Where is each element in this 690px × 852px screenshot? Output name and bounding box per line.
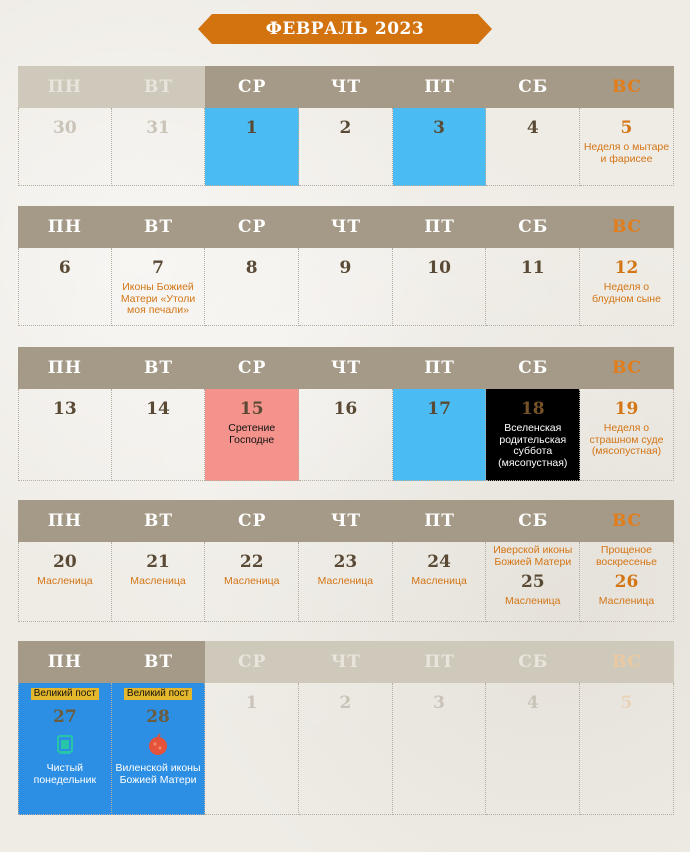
day-cell[interactable] — [18, 389, 112, 481]
day-number: 11 — [520, 258, 545, 278]
fast-badge: Великий пост — [124, 688, 192, 700]
day-note: Масленица — [598, 595, 655, 607]
days-row — [18, 248, 674, 326]
day-cell[interactable] — [580, 248, 674, 326]
weekday-wed: СР — [205, 500, 299, 542]
weekday-sat: СБ — [486, 206, 580, 248]
weekday-wed: СР — [205, 206, 299, 248]
weekday-wed: СР — [205, 347, 299, 389]
day-number: 1 — [245, 693, 258, 713]
day-number: 24 — [427, 552, 451, 572]
day-number: 13 — [53, 399, 77, 419]
weekday-thu: ЧТ — [299, 206, 393, 248]
day-cell[interactable] — [486, 389, 580, 481]
day-note: Виленской иконы Божией Матери — [115, 762, 201, 786]
days-row — [18, 108, 674, 186]
day-number: 6 — [58, 258, 71, 278]
day-cell[interactable] — [486, 542, 580, 622]
day-cell[interactable] — [112, 542, 206, 622]
day-number: 8 — [245, 258, 258, 278]
day-number: 27 — [53, 707, 77, 727]
day-cell[interactable] — [580, 542, 674, 622]
weekday-sun: ВС — [580, 641, 674, 683]
weekday-fri: ПТ — [393, 347, 487, 389]
weekday-fri: ПТ — [393, 206, 487, 248]
weekday-tue: ВТ — [112, 500, 206, 542]
weekday-mon: ПН — [18, 206, 112, 248]
weekday-thu: ЧТ — [299, 66, 393, 108]
weekday-fri: ПТ — [393, 641, 487, 683]
weekday-fri: ПТ — [393, 500, 487, 542]
day-note: Масленица — [317, 575, 374, 587]
weekday-mon: ПН — [18, 347, 112, 389]
weekday-sat: СБ — [486, 66, 580, 108]
day-cell[interactable] — [486, 248, 580, 326]
days-row — [18, 683, 674, 815]
day-note: Неделя о страшном суде (мясопустная) — [589, 422, 664, 457]
week-4 — [18, 500, 674, 622]
day-number: 17 — [427, 399, 451, 419]
day-cell[interactable] — [580, 389, 674, 481]
day-number: 7 — [152, 258, 164, 278]
weekday-tue: ВТ — [112, 347, 206, 389]
day-cell[interactable] — [580, 683, 674, 815]
fast-badge: Великий пост — [31, 688, 99, 700]
day-cell[interactable] — [299, 248, 393, 326]
week-5 — [18, 641, 674, 815]
day-note: Неделя о мытаре и фарисее — [583, 141, 670, 165]
weekday-mon: ПН — [18, 641, 112, 683]
weekday-sun: ВС — [580, 206, 674, 248]
day-cell[interactable] — [112, 683, 206, 815]
day-number: 12 — [614, 258, 639, 278]
day-number: 3 — [433, 118, 446, 138]
day-cell[interactable] — [18, 683, 112, 815]
day-note: Масленица — [411, 575, 467, 587]
day-cell[interactable] — [112, 108, 206, 186]
weekday-tue: ВТ — [112, 66, 206, 108]
weekday-wed: СР — [205, 66, 299, 108]
day-number: 25 — [520, 572, 545, 592]
day-cell[interactable] — [486, 683, 580, 815]
day-number: 1 — [245, 118, 258, 138]
month-banner — [198, 14, 492, 44]
day-number: 20 — [53, 552, 77, 572]
day-cell[interactable] — [205, 108, 299, 186]
day-cell[interactable] — [299, 108, 393, 186]
day-cell[interactable] — [393, 683, 487, 815]
weekday-sun: ВС — [580, 347, 674, 389]
day-number: 28 — [146, 707, 170, 727]
day-note: Масленица — [505, 595, 561, 607]
day-cell[interactable] — [18, 248, 112, 326]
day-number: 2 — [339, 693, 352, 713]
weekday-wed: СР — [205, 641, 299, 683]
day-cell[interactable] — [205, 248, 299, 326]
weekday-sun: ВС — [580, 500, 674, 542]
day-cell[interactable] — [486, 108, 580, 186]
week-1 — [18, 66, 674, 186]
day-number: 15 — [239, 399, 264, 419]
day-number: 3 — [433, 693, 446, 713]
day-note: Сретение Господне — [228, 422, 276, 446]
day-cell[interactable] — [393, 248, 487, 326]
day-cell[interactable] — [18, 108, 112, 186]
day-cell[interactable] — [299, 542, 393, 622]
day-cell[interactable] — [205, 683, 299, 815]
day-number: 19 — [614, 399, 639, 419]
day-cell[interactable] — [205, 389, 299, 481]
day-number: 2 — [339, 118, 352, 138]
day-number: 23 — [333, 552, 358, 572]
fruit-icon — [112, 733, 205, 759]
day-number: 26 — [614, 572, 639, 592]
weekday-sat: СБ — [486, 641, 580, 683]
weekday-header-row — [18, 347, 674, 389]
day-number: 22 — [239, 552, 264, 572]
weekday-thu: ЧТ — [299, 347, 393, 389]
weekday-fri: ПТ — [393, 66, 487, 108]
weekday-mon: ПН — [18, 66, 112, 108]
day-number: 21 — [146, 552, 170, 572]
day-note: Иконы Божией Матери «Утоли моя печали» — [120, 281, 196, 316]
days-row — [18, 542, 674, 622]
day-cell[interactable] — [299, 389, 393, 481]
day-cell[interactable] — [393, 108, 487, 186]
day-number: 5 — [620, 693, 633, 713]
day-note: Вселенская родительская суббота (мясопустная) — [498, 422, 568, 469]
day-note: Чистый понедельник — [33, 762, 97, 786]
day-cell[interactable] — [393, 542, 487, 622]
weekday-header-row — [18, 206, 674, 248]
day-cell[interactable] — [580, 108, 674, 186]
month-title: ФЕВРАЛЬ 2023 — [265, 19, 425, 39]
day-top-note: Прощеное воскресенье — [595, 544, 657, 568]
day-cell[interactable] — [299, 683, 393, 815]
weekday-tue: ВТ — [112, 641, 206, 683]
day-note: Неделя о блудном сыне — [592, 281, 661, 305]
days-row — [18, 389, 674, 481]
weekday-header-row — [18, 66, 674, 108]
weekday-header-row — [18, 641, 674, 683]
week-2 — [18, 206, 674, 326]
day-number: 18 — [520, 399, 545, 419]
day-cell[interactable] — [205, 542, 299, 622]
day-cell[interactable] — [112, 248, 206, 326]
weekday-sun: ВС — [580, 66, 674, 108]
day-number: 31 — [146, 118, 170, 138]
day-number: 10 — [427, 258, 451, 278]
day-number: 30 — [53, 118, 77, 138]
weekday-thu: ЧТ — [299, 500, 393, 542]
weekday-tue: ВТ — [112, 206, 206, 248]
day-number: 4 — [526, 693, 539, 713]
weekday-sat: СБ — [486, 347, 580, 389]
day-cell[interactable] — [18, 542, 112, 622]
day-number: 9 — [339, 258, 352, 278]
day-cell[interactable] — [112, 389, 206, 481]
day-note: Масленица — [223, 575, 280, 587]
day-note: Масленица — [130, 575, 186, 587]
day-number: 5 — [620, 118, 633, 138]
weekday-mon: ПН — [18, 500, 112, 542]
day-note: Масленица — [37, 575, 93, 587]
cup-icon — [19, 733, 111, 759]
day-number: 4 — [526, 118, 539, 138]
weekday-thu: ЧТ — [299, 641, 393, 683]
weekday-sat: СБ — [486, 500, 580, 542]
day-number: 16 — [333, 399, 358, 419]
day-top-note: Иверской иконы Божией Матери — [493, 544, 573, 568]
day-number: 14 — [146, 399, 170, 419]
day-cell[interactable] — [393, 389, 487, 481]
week-3 — [18, 347, 674, 481]
weekday-header-row — [18, 500, 674, 542]
